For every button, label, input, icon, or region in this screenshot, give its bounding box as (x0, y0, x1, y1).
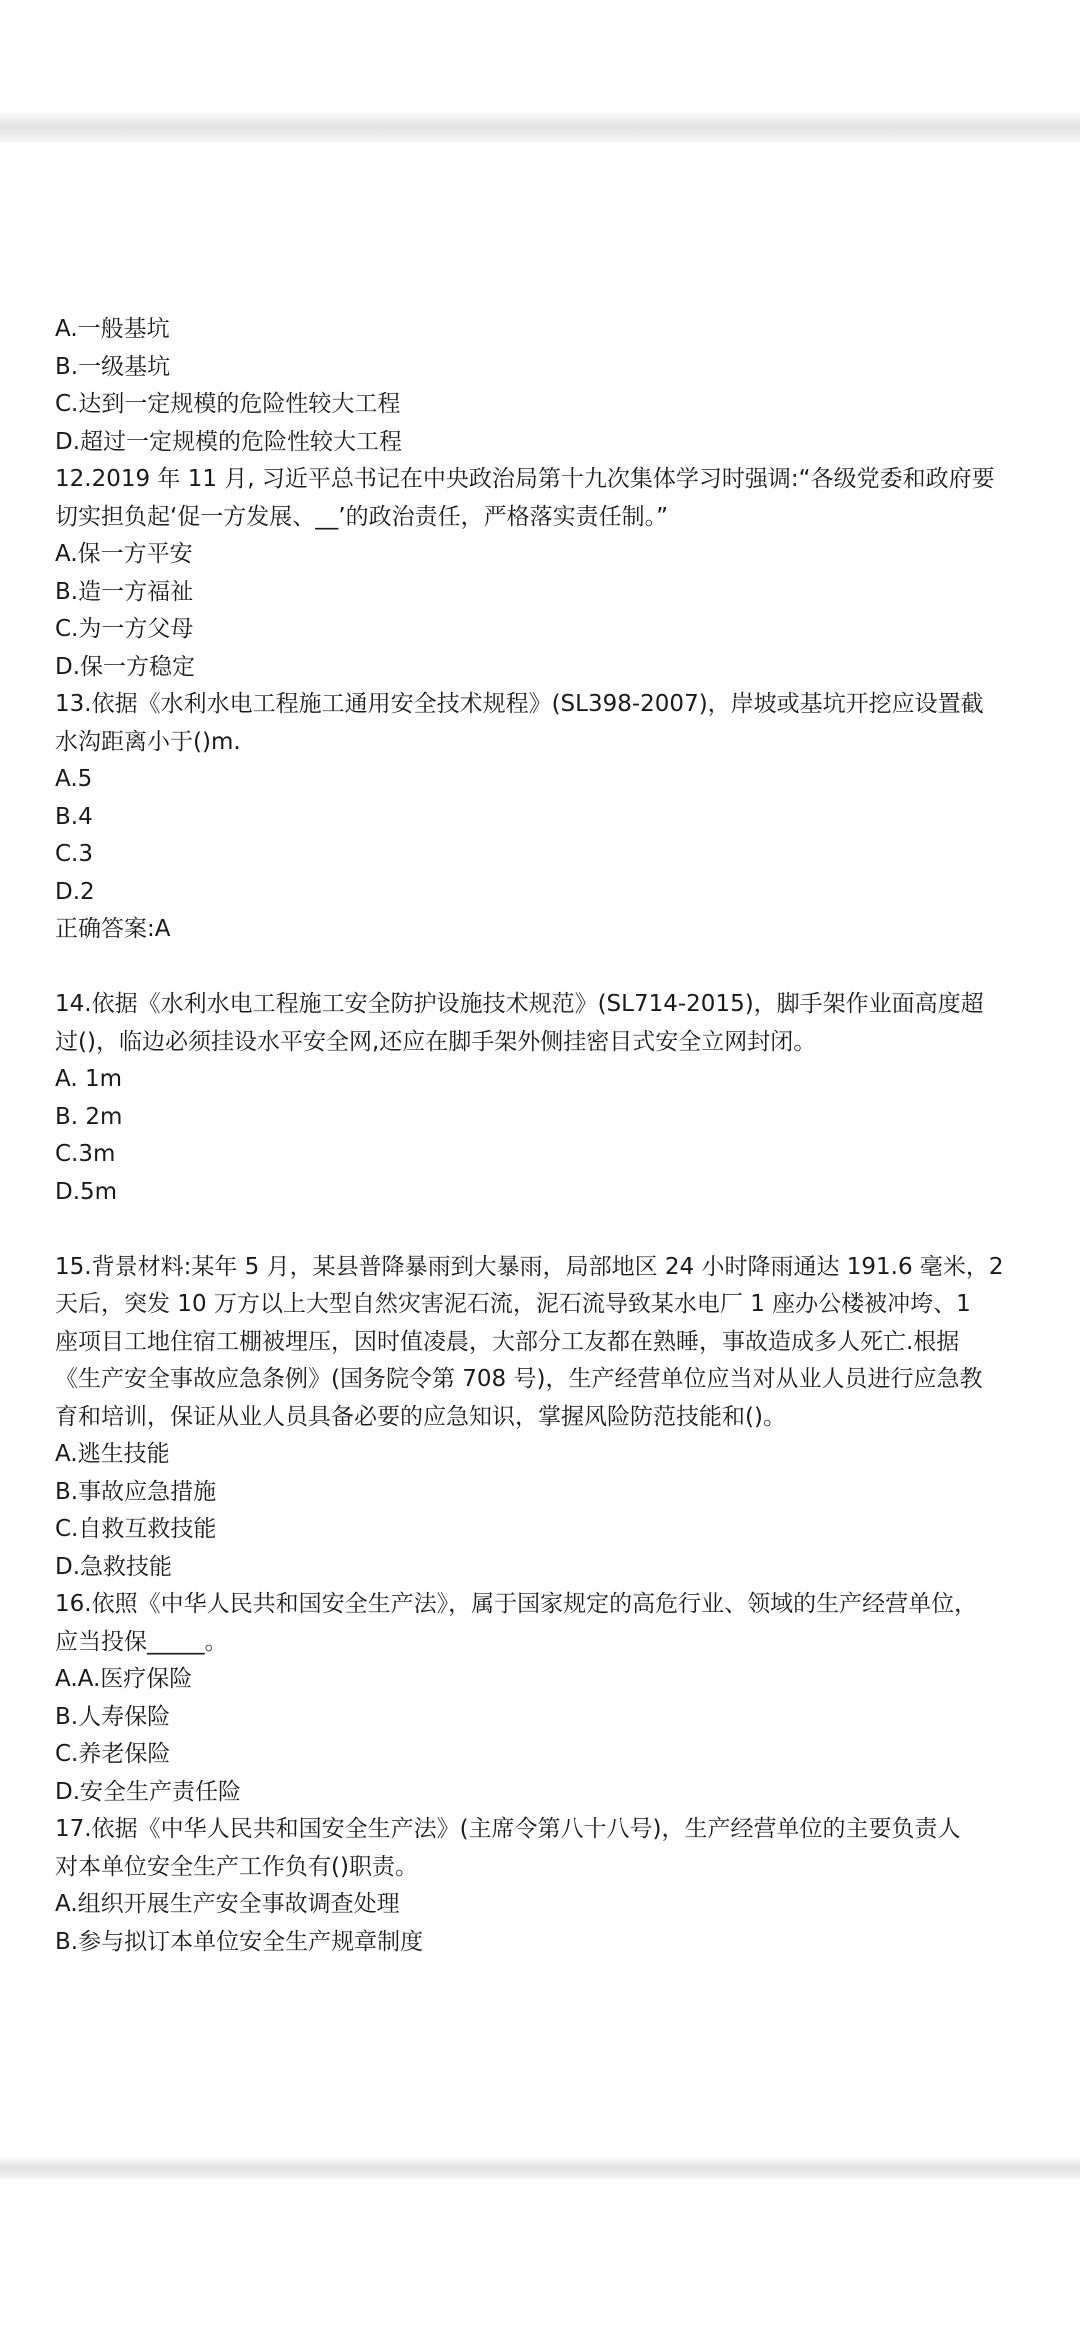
question-16-line-1: 16.依照《中华人民共和国安全生产法》，属于国家规定的高危行业、领域的生产经营单位， (55, 1591, 978, 1617)
question-17-line-1: 17.依据《中华人民共和国安全生产法》(主席令第八十八号)，生产经营单位的主要负责人 (55, 1816, 961, 1842)
question-12-line-1: 12.2019 年 11 月, 习近平总书记在中央政治局第十九次集体学习时强调:“各级党委和政府要 (55, 466, 995, 492)
text-line: B.事故应急措施 (55, 1478, 217, 1505)
text-line: B.一级基坑 (55, 353, 171, 380)
document-page (55, 311, 1055, 1961)
blank-line (55, 1211, 1055, 1249)
question-14-line-2: 过()，临边必须挂设水平安全网,还应在脚手架外侧挂密目式安全立网封闭。 (55, 1028, 817, 1055)
text-line: D.2 (55, 878, 95, 905)
text-line: A.A.医疗保险 (55, 1666, 193, 1692)
blank-line (55, 949, 1055, 987)
text-line: A.逃生技能 (55, 1441, 170, 1467)
answer-line: 正确答案:A (55, 916, 171, 942)
page-edge-top (0, 112, 1080, 142)
text-line: C.养老保险 (55, 1741, 171, 1767)
question-16-line-2: 应当投保_____。 (55, 1628, 228, 1655)
question-15-line-1: 15.背景材料:某年 5 月，某县普降暴雨到大暴雨，局部地区 24 小时降雨通达 191.6 毫米，2 (55, 1253, 1004, 1280)
text-line: D.5m (55, 1178, 118, 1205)
text-line: A.5 (55, 766, 93, 792)
text-line: D.超过一定规模的危险性较大工程 (55, 428, 403, 455)
text-line: D.急救技能 (55, 1553, 173, 1580)
question-15-line-2: 天后，突发 10 万方以上大型自然灾害泥石流，泥石流导致某水电厂 1 座办公楼被冲垮、1 (55, 1291, 971, 1317)
text-line: B.造一方福祉 (55, 578, 194, 605)
question-15-line-3: 座项目工地住宿工棚被埋压，因时值凌晨，大部分工友都在熟睡，事故造成多人死亡.根据 (55, 1328, 960, 1355)
text-line: D.安全生产责任险 (55, 1778, 242, 1805)
text-line: A.一般基坑 (55, 316, 170, 342)
text-line: D.保一方稳定 (55, 653, 196, 680)
text-line: B. 2m (55, 1103, 123, 1130)
text-line: C.自救互救技能 (55, 1516, 217, 1542)
text-line: B.参与拟订本单位安全生产规章制度 (55, 1928, 424, 1955)
text-line: A. 1m (55, 1066, 122, 1092)
text-line: B.4 (55, 803, 93, 830)
question-17-line-2: 对本单位安全生产工作负有()职责。 (55, 1853, 418, 1880)
text-line: C.3m (55, 1141, 116, 1167)
text-line: A.保一方平安 (55, 541, 193, 567)
text-line: A.组织开展生产安全事故调查处理 (55, 1891, 400, 1917)
text-line: C.为一方父母 (55, 616, 194, 642)
question-13-line-1: 13.依据《水利水电工程施工通用安全技术规程》(SL398-2007)，岸坡或基坑开挖应设置截 (55, 691, 984, 717)
question-15-line-5: 育和培训，保证从业人员具备必要的应急知识，掌握风险防范技能和()。 (55, 1403, 786, 1430)
question-14-line-1: 14.依据《水利水电工程施工安全防护设施技术规范》(SL714-2015)，脚手架作业面高度超 (55, 991, 984, 1017)
question-15-line-4: 《生产安全事故应急条例》(国务院令第 708 号)，生产经营单位应当对从业人员进行应急教 (55, 1366, 983, 1392)
text-line: C.3 (55, 841, 94, 867)
text-line: B.人寿保险 (55, 1703, 171, 1730)
question-13-line-2: 水沟距离小于()m. (55, 728, 241, 755)
text-line: C.达到一定规模的危险性较大工程 (55, 391, 401, 417)
page-edge-bottom (0, 2157, 1080, 2179)
question-12-line-2: 切实担负起‘促一方发展、__’的政治责任，严格落实责任制。” (55, 503, 669, 530)
